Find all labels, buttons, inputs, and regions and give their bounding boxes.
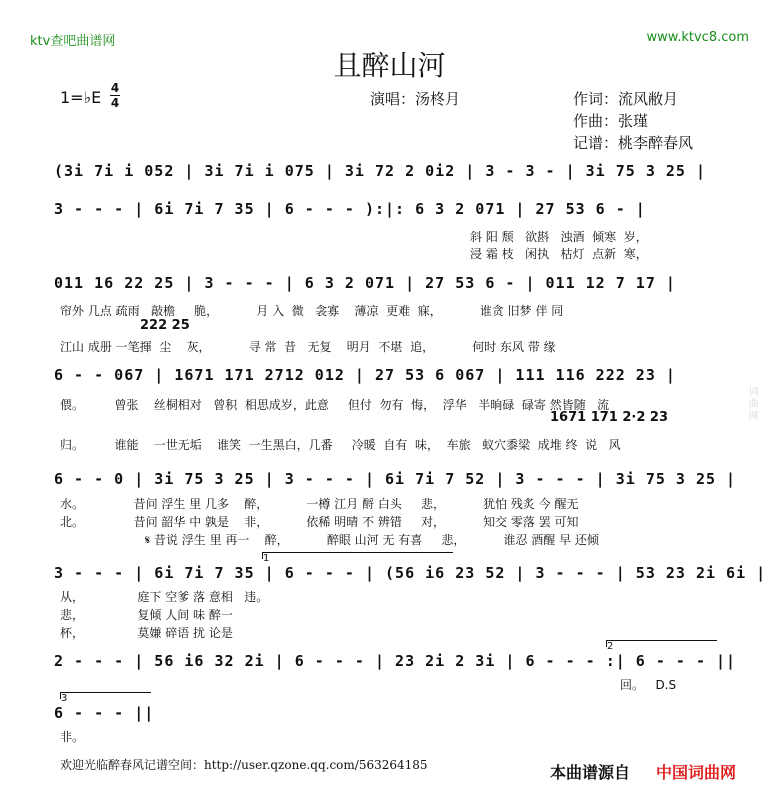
site-left-label: ktv查吧曲谱网 xyxy=(30,34,116,49)
lyric-line: 从， 庭下 空爹 落 意相 违。 xyxy=(60,590,269,604)
source-label: 本曲谱源自 xyxy=(550,763,631,782)
lyric-line: 偎。 曾张 丝桐相对 曾积 相思成岁，此意 但付 勿有 悔， 浮华 半晌碌 碌寄 然皆随 流 xyxy=(60,398,610,412)
lyric-line: 杯， 莫嫌 碎语 扰 论是 xyxy=(60,626,233,640)
volta-1: 1 xyxy=(262,552,453,559)
lyric-line: 帘外 几点 疏雨 敲檐 脆， 月 入 微 衾寡 薄凉 更难 寐， 谁贪 旧梦 伴 同 xyxy=(60,304,564,318)
lyric-line: 斜 阳 颓 欲斟 浊酒 倾寒 岁， xyxy=(470,230,648,244)
composer-credit: 作曲：张瑾 xyxy=(573,112,649,130)
footer-note: 欢迎光临醉春风记谱空间：http://user.qzone.qq.com/563264185 xyxy=(60,758,428,772)
volta-3: 3 xyxy=(60,692,151,699)
lyric-line: 悲， 复倾 人间 味 醉一 xyxy=(60,608,233,622)
lyric-line: 浸 霜 枝 闲执 枯灯 点新 寒， xyxy=(470,247,648,261)
lyric-line: 回。 D.S xyxy=(620,678,677,692)
singer-credit: 演唱：汤柊月 xyxy=(370,90,461,108)
score-row-7: 2 - - - | 56 i6 32 2i | 6 - - - | 23 2i 2 3i | 6 - - - :| 6 - - - || xyxy=(54,652,737,670)
score-row-4: 6 - - 067 | 1671 171 2712 012 | 27 53 6 067 | 111 116 222 23 | xyxy=(54,366,676,384)
source-site: 中国词曲网 xyxy=(656,763,737,782)
lyric-line: 水。 昔问 浮生 里 几多 醉， 一樽 江月 酹 白头 悲， 犹怕 残炙 今 醒无 xyxy=(60,497,579,511)
lyric-line: 𝄋 昔说 浮生 里 再一 醉， 醉眼 山河 无 有喜 悲， 谁忍 酒醒 早 还倾 xyxy=(145,533,599,547)
score-row-5: 6 - - 0 | 3i 75 3 25 | 3 - - - | 6i 7i 7 52 | 3 - - - | 3i 75 3 25 | xyxy=(54,470,737,488)
lyric-line: 1671 171 2·2 23 xyxy=(550,410,669,425)
volta-2: 2 xyxy=(606,640,717,647)
time-signature xyxy=(110,82,120,109)
score-row-6: 3 - - - | 6i 7i 7 35 | 6 - - - | (56 i6 23 52 | 3 - - - | 53 23 2i 6i | xyxy=(54,564,767,582)
score-row-8: 6 - - - || xyxy=(54,704,155,722)
song-title: 且醉山河 xyxy=(333,49,446,82)
meter-bottom: 4 xyxy=(110,96,120,110)
watermark-left xyxy=(0,0,14,808)
score-row-1: (3i 7i i 052 | 3i 7i i 075 | 3i 72 2 0i2 | 3 - 3 - | 3i 75 3 25 | xyxy=(54,162,706,180)
lyric-line: 222 25 xyxy=(140,318,190,333)
watermark-right: 词曲网 xyxy=(746,386,757,422)
lyric-line: 江山 成册 一笔揮 尘 灰， 寻 常 昔 无复 明月 不堪 追， 何时 东风 带 缘 xyxy=(60,340,556,354)
score-row-2: 3 - - - | 6i 7i 7 35 | 6 - - - ):|: 6 3 2 071 | 27 53 6 - | xyxy=(54,200,646,218)
lyric-line: 归。 谁能 一世无垢 谁笑 一生黑白，几番 冷暖 自有 味， 车旅 蚁穴黍梁 成堆 终 说 风 xyxy=(60,438,621,452)
meter-top: 4 xyxy=(110,81,120,95)
score-row-3: 011 16 22 25 | 3 - - - | 6 3 2 071 | 27 53 6 - | 011 12 7 17 | xyxy=(54,274,676,292)
transcriber-credit: 记谱：桃李醉春风 xyxy=(573,134,694,152)
key-signature: 1=♭E xyxy=(60,88,102,107)
lyric-line: 北。 昔问 韶华 中 孰是 非， 依稀 明晴 不 辨错 对， 知交 零落 罢 可知 xyxy=(60,515,579,529)
lyricist-credit: 作词：流风敝月 xyxy=(573,90,679,108)
lyric-line: 非。 xyxy=(60,730,85,744)
site-right-label: www.ktvc8.com xyxy=(646,30,749,45)
